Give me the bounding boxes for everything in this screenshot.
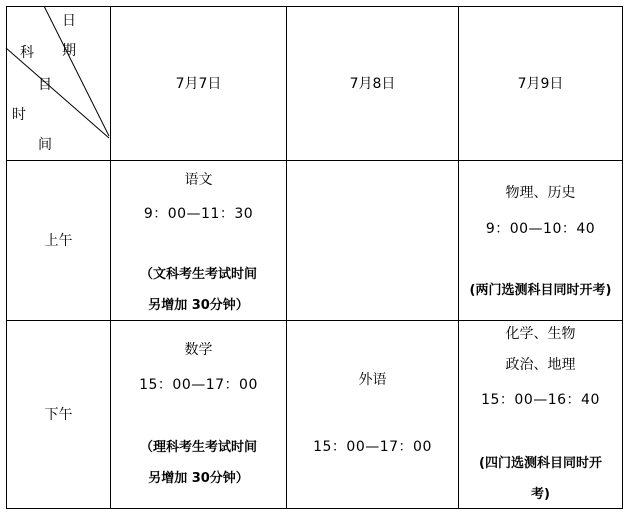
cell-morning-7-9 xyxy=(459,161,622,320)
date-label: 7月8日 xyxy=(349,75,396,92)
header-date-7-7 xyxy=(111,7,286,160)
row-label-afternoon xyxy=(7,321,110,508)
subject-name: 化学、生物 xyxy=(505,326,576,342)
period-label: 下午 xyxy=(44,406,73,423)
subject-name: 外语 xyxy=(358,372,387,388)
header-date-7-8 xyxy=(287,7,458,160)
exam-note: (两门选测科目同时开考) xyxy=(469,283,612,298)
exam-note: 另增加 30分钟） xyxy=(148,471,249,486)
cell-morning-7-7 xyxy=(111,161,286,320)
exam-note: 考) xyxy=(531,487,550,502)
corner-label-mu: 目 xyxy=(38,77,52,93)
subject-name: 语文 xyxy=(184,172,213,188)
date-label: 7月7日 xyxy=(175,75,222,92)
exam-time: 15：00—16：40 xyxy=(481,392,600,408)
exam-time: 15：00—17：00 xyxy=(313,439,432,455)
exam-time: 15：00—17：00 xyxy=(139,377,258,393)
row-label-morning xyxy=(7,161,110,320)
period-label: 上午 xyxy=(44,232,73,249)
exam-note: 另增加 30分钟） xyxy=(148,298,249,313)
corner-label-ri: 日 xyxy=(62,13,76,29)
date-label: 7月9日 xyxy=(517,75,564,92)
corner-label-jian: 间 xyxy=(38,137,52,153)
cell-afternoon-7-9 xyxy=(459,321,622,508)
subject-name: 政治、地理 xyxy=(505,357,576,373)
exam-note: （理科考生考试时间 xyxy=(139,440,257,455)
header-date-7-9 xyxy=(459,7,622,160)
cell-afternoon-7-8 xyxy=(287,321,458,508)
exam-note: （文科考生考试时间 xyxy=(139,267,257,282)
cell-afternoon-7-7 xyxy=(111,321,286,508)
subject-name: 数学 xyxy=(184,342,213,358)
subject-name: 物理、历史 xyxy=(505,185,576,201)
corner-label-qi: 期 xyxy=(62,43,76,59)
corner-label-shi: 时 xyxy=(12,107,26,123)
cell-morning-7-8 xyxy=(287,161,458,320)
exam-time: 9：00—10：40 xyxy=(485,221,596,237)
exam-note: (四门选测科目同时开 xyxy=(479,456,602,471)
corner-label-ke: 科 xyxy=(20,45,34,61)
exam-time: 9：00—11：30 xyxy=(143,206,254,222)
